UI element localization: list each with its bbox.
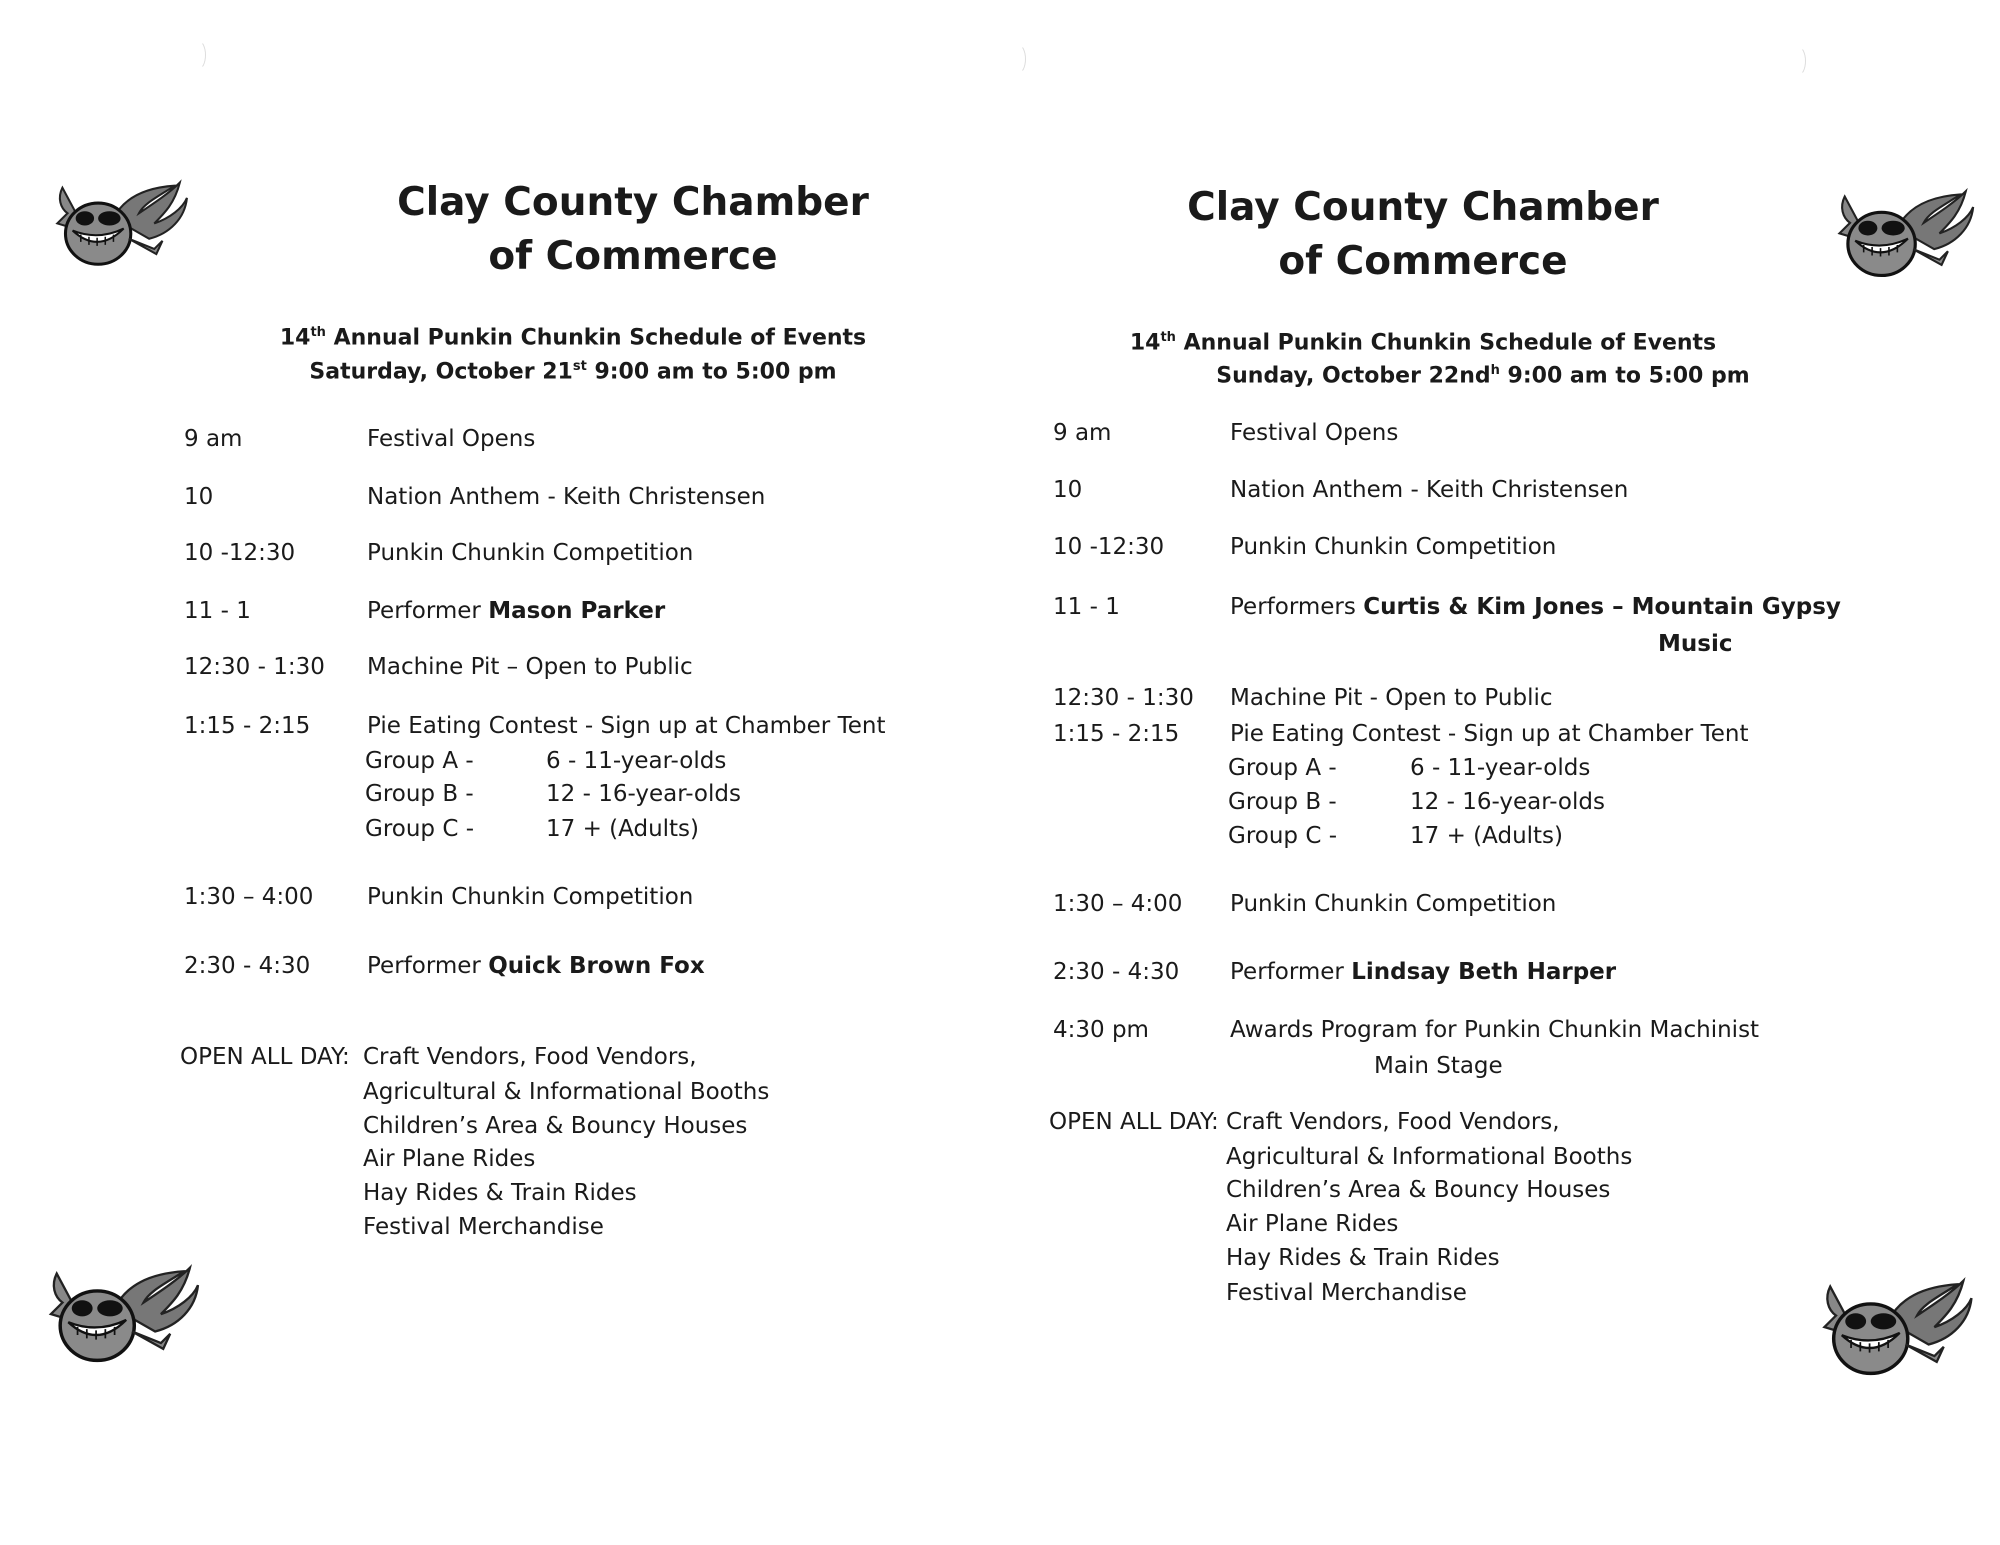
title-line: of Commerce — [488, 234, 778, 279]
open-all-day-item: Children’s Area & Bouncy Houses — [1226, 1177, 1611, 1203]
schedule-time: 12:30 - 1:30 — [1053, 685, 1194, 711]
age-group-label: Group B - — [365, 781, 474, 807]
schedule-time: 10 — [1053, 477, 1083, 503]
page-title — [333, 180, 933, 280]
pumpkin-logo-icon — [42, 176, 190, 276]
subtitle-text: Annual Punkin Chunkin Schedule of Events — [325, 325, 867, 351]
performer-name: Mason Parker — [488, 598, 666, 624]
event-text: Festival Opens — [367, 426, 536, 452]
schedule-event — [367, 953, 705, 979]
age-group-range: 17 + (Adults) — [1410, 823, 1564, 849]
event-text: Punkin Chunkin Competition — [1230, 534, 1557, 560]
event-subtitle — [173, 325, 973, 350]
schedule-time: 10 — [184, 484, 214, 510]
date-text: Saturday, October 21 — [309, 359, 573, 385]
date-sup: h — [1490, 363, 1500, 378]
title-line: Clay County Chamber — [397, 180, 869, 225]
age-group-label: Group A - — [365, 748, 474, 774]
open-all-day-item: Hay Rides & Train Rides — [363, 1180, 637, 1206]
age-group-range: 12 - 16-year-olds — [1410, 789, 1605, 815]
event-text: Performer — [1230, 959, 1352, 985]
performer-name: Curtis & Kim Jones – Mountain Gypsy — [1363, 594, 1841, 620]
subtitle-text: Annual Punkin Chunkin Schedule of Events — [1175, 330, 1717, 356]
event-text: Machine Pit - Open to Public — [1230, 685, 1553, 711]
event-text: Nation Anthem - Keith Christensen — [367, 484, 766, 510]
open-all-day-label: OPEN ALL DAY: — [180, 1044, 350, 1070]
event-text: Punkin Chunkin Competition — [367, 540, 694, 566]
punch-hole-mark — [1010, 44, 1026, 74]
pumpkin-logo-icon — [30, 1262, 205, 1372]
event-text: Pie Eating Contest - Sign up at Chamber Tent — [1230, 721, 1749, 747]
schedule-time: 2:30 - 4:30 — [184, 953, 311, 979]
age-group-range: 17 + (Adults) — [546, 816, 700, 842]
schedule-event — [1230, 534, 1556, 560]
schedule-time: 1:30 – 4:00 — [184, 884, 314, 910]
performer-continuation: Music — [1658, 631, 1733, 657]
schedule-event — [1230, 721, 1748, 747]
event-subtitle — [1023, 330, 1823, 355]
event-text: Machine Pit – Open to Public — [367, 654, 693, 680]
age-group-label: Group A - — [1228, 755, 1337, 781]
age-group-range: 12 - 16-year-olds — [546, 781, 741, 807]
event-text: Punkin Chunkin Competition — [1230, 891, 1557, 917]
open-all-day-item: Agricultural & Informational Booths — [363, 1079, 770, 1105]
open-all-day-item: Air Plane Rides — [363, 1146, 536, 1172]
schedule-time: 10 -12:30 — [184, 540, 296, 566]
schedule-event — [1230, 594, 1841, 620]
event-text: Performer — [367, 953, 489, 979]
schedule-event — [367, 884, 693, 910]
schedule-event — [1230, 959, 1616, 985]
subtitle-text: 14 — [1129, 330, 1161, 356]
title-line: Clay County Chamber — [1187, 185, 1659, 230]
age-group-label: Group C - — [1228, 823, 1338, 849]
schedule-time: 10 -12:30 — [1053, 534, 1165, 560]
open-all-day-item: Children’s Area & Bouncy Houses — [363, 1113, 748, 1139]
schedule-event — [367, 598, 665, 624]
schedule-time: 1:30 – 4:00 — [1053, 891, 1183, 917]
schedule-event — [1230, 891, 1556, 917]
date-sup: st — [572, 359, 587, 374]
subtitle-sup: th — [1160, 330, 1176, 345]
open-all-day-item: Air Plane Rides — [1226, 1211, 1399, 1237]
title-line: of Commerce — [1278, 239, 1568, 284]
subtitle-sup: th — [310, 325, 326, 340]
event-text: Pie Eating Contest - Sign up at Chamber Tent — [367, 713, 886, 739]
open-all-day-item: Craft Vendors, Food Vendors, — [363, 1044, 697, 1070]
event-text: Performers — [1230, 594, 1364, 620]
schedule-event — [367, 426, 535, 452]
event-text: Awards Program for Punkin Chunkin Machinist — [1230, 1017, 1760, 1043]
schedule-time: 9 am — [1053, 420, 1112, 446]
schedule-time: 12:30 - 1:30 — [184, 654, 325, 680]
schedule-event — [1230, 420, 1398, 446]
date-text: Sunday, October 22nd — [1216, 363, 1491, 389]
date-text: 9:00 am to 5:00 pm — [1499, 363, 1750, 389]
event-date — [1083, 363, 1883, 388]
schedule-time: 9 am — [184, 426, 243, 452]
open-all-day-item: Agricultural & Informational Booths — [1226, 1144, 1633, 1170]
schedule-time: 4:30 pm — [1053, 1017, 1149, 1043]
schedule-event — [367, 540, 693, 566]
open-all-day-item: Festival Merchandise — [1226, 1280, 1467, 1306]
schedule-event — [1230, 1017, 1759, 1043]
open-all-day-item: Festival Merchandise — [363, 1214, 604, 1240]
schedule-event — [367, 713, 885, 739]
schedule-event — [367, 654, 693, 680]
event-text: Performer — [367, 598, 489, 624]
age-group-range: 6 - 11-year-olds — [1410, 755, 1591, 781]
schedule-time: 1:15 - 2:15 — [184, 713, 311, 739]
schedule-event — [1230, 477, 1628, 503]
performer-name: Quick Brown Fox — [488, 953, 705, 979]
open-all-day-label: OPEN ALL DAY: — [1049, 1109, 1219, 1135]
awards-continuation: Main Stage — [1374, 1053, 1503, 1079]
event-text: Nation Anthem - Keith Christensen — [1230, 477, 1629, 503]
schedule-time: 1:15 - 2:15 — [1053, 721, 1180, 747]
age-group-range: 6 - 11-year-olds — [546, 748, 727, 774]
event-text: Punkin Chunkin Competition — [367, 884, 694, 910]
age-group-label: Group B - — [1228, 789, 1337, 815]
pumpkin-logo-icon — [1806, 1275, 1976, 1385]
page-title — [1123, 185, 1723, 285]
event-text: Festival Opens — [1230, 420, 1399, 446]
schedule-time: 11 - 1 — [1053, 594, 1120, 620]
schedule-event — [367, 484, 765, 510]
pumpkin-logo-icon — [1820, 186, 1980, 286]
age-group-label: Group C - — [365, 816, 475, 842]
subtitle-text: 14 — [279, 325, 311, 351]
schedule-time: 11 - 1 — [184, 598, 251, 624]
schedule-event — [1230, 685, 1553, 711]
open-all-day-item: Craft Vendors, Food Vendors, — [1226, 1109, 1560, 1135]
punch-hole-mark — [1790, 46, 1806, 76]
date-text: 9:00 am to 5:00 pm — [586, 359, 837, 385]
schedule-time: 2:30 - 4:30 — [1053, 959, 1180, 985]
event-date — [173, 359, 973, 384]
performer-name: Lindsay Beth Harper — [1351, 959, 1617, 985]
punch-hole-mark — [190, 40, 206, 70]
open-all-day-item: Hay Rides & Train Rides — [1226, 1245, 1500, 1271]
